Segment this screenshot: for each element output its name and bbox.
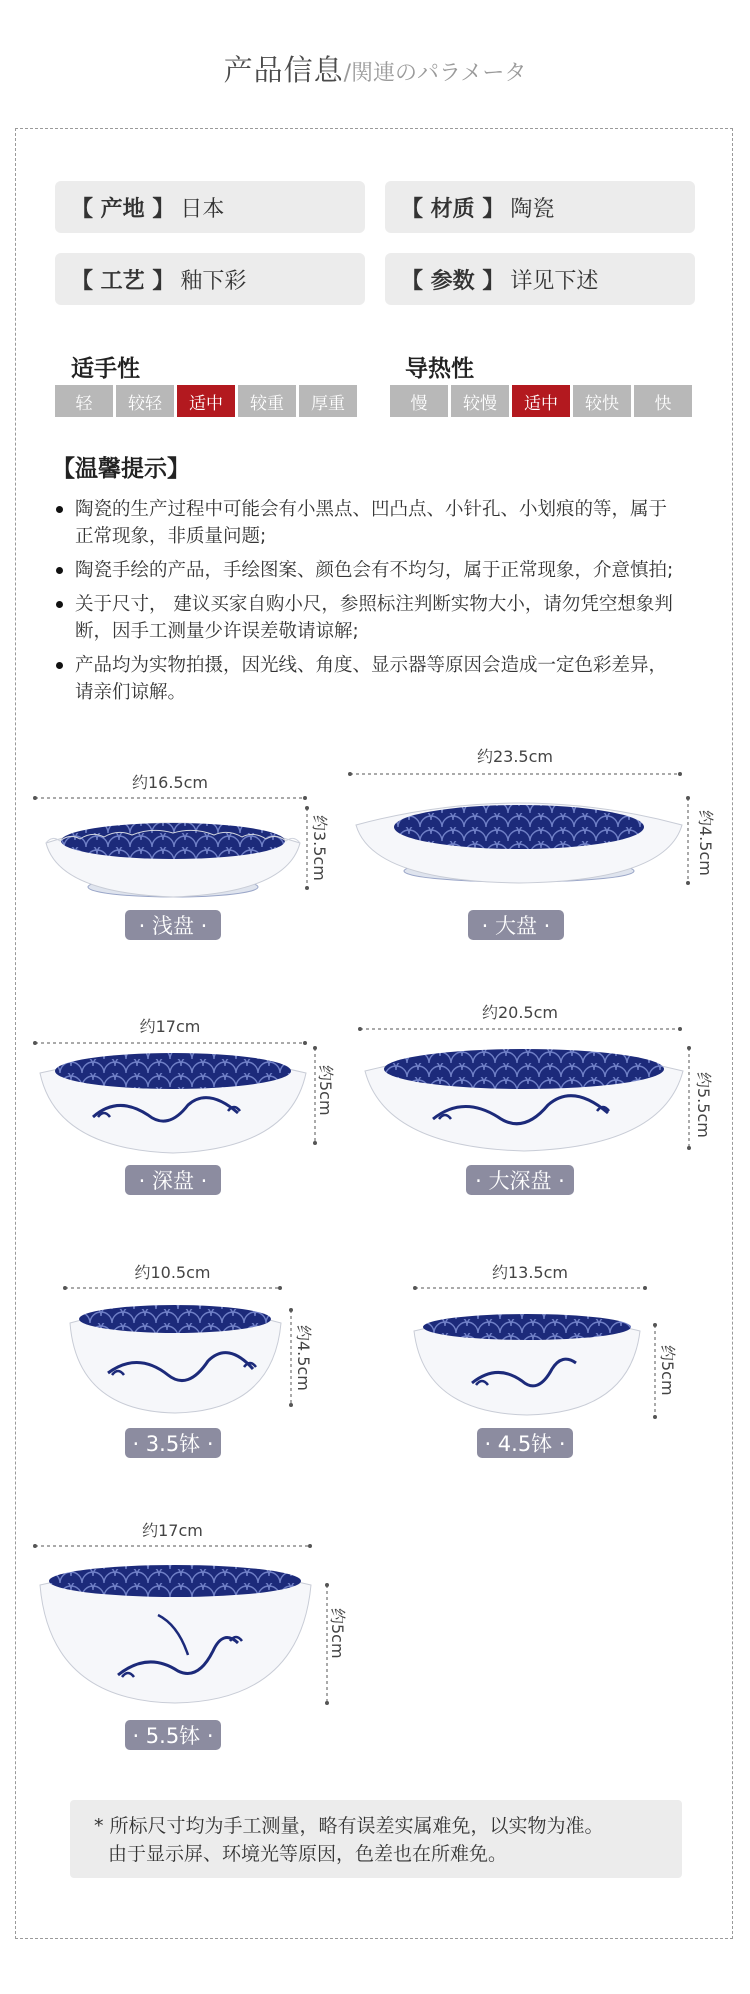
dish-image-deep-plate xyxy=(38,1045,308,1155)
product-name-badge: · 深盘 · xyxy=(125,1165,221,1195)
list-item xyxy=(55,652,685,706)
info-key: 【 工艺 】 xyxy=(71,268,175,294)
info-key: 【 产地 】 xyxy=(71,196,175,222)
dish-image-large-deep-plate xyxy=(363,1035,685,1153)
width-dimension-line xyxy=(35,1541,310,1551)
width-label: 约17cm xyxy=(139,1017,201,1036)
page-title xyxy=(0,48,750,89)
info-craft xyxy=(55,253,365,305)
height-dimension-line xyxy=(683,798,693,883)
height-label: 约4.5cm xyxy=(294,1325,313,1391)
info-value: 日本 xyxy=(180,196,225,222)
product-name-badge: · 浅盘 · xyxy=(125,910,221,940)
product-name-badge: · 5.5钵 · xyxy=(125,1720,221,1750)
dish-image-shallow-plate xyxy=(42,805,304,905)
tips-list xyxy=(55,496,685,713)
list-item xyxy=(55,557,685,584)
scale-cell-active: 适中 xyxy=(177,385,235,417)
bullet-icon xyxy=(56,662,63,669)
width-dimension-line xyxy=(360,1024,680,1034)
bowl-image-3-5 xyxy=(68,1295,283,1415)
scale-cell: 轻 xyxy=(55,385,113,417)
tip-text: 产品均为实物拍摄，因光线、角度、显示器等原因会造成一定色彩差异，请亲们谅解。 xyxy=(75,655,668,703)
height-label: 约3.5cm xyxy=(310,815,329,881)
height-label: 约5cm xyxy=(328,1608,347,1659)
dish-image-large-plate xyxy=(354,785,684,893)
info-params xyxy=(385,253,695,305)
tip-text: 关于尺寸， 建议买家自购小尺，参照标注判断实物大小，请勿凭空想象判断，因手工测量少许误差敬请谅解; xyxy=(75,594,673,642)
scale-cell: 较重 xyxy=(238,385,296,417)
width-label: 约20.5cm xyxy=(481,1003,558,1022)
scale-cell: 快 xyxy=(634,385,692,417)
bullet-icon xyxy=(56,567,63,574)
scale-title-heat: 导热性 xyxy=(405,356,474,382)
width-dimension-line xyxy=(35,793,305,803)
info-key: 【 参数 】 xyxy=(401,268,505,294)
width-label: 约16.5cm xyxy=(131,773,208,792)
scale-cell: 厚重 xyxy=(299,385,357,417)
info-key: 【 材质 】 xyxy=(401,196,505,222)
scale-heat xyxy=(390,385,692,417)
scale-cell: 较慢 xyxy=(451,385,509,417)
product-name-badge: · 4.5钵 · xyxy=(477,1428,573,1458)
bullet-icon xyxy=(56,601,63,608)
width-label: 约23.5cm xyxy=(476,747,553,766)
info-value: 详见下述 xyxy=(510,268,599,294)
tip-text: 陶瓷手绘的产品，手绘图案、颜色会有不均匀，属于正常现象，介意慎拍; xyxy=(75,560,674,581)
title-subtitle: /関連のパラメータ xyxy=(343,61,527,86)
measurement-note xyxy=(70,1800,682,1878)
scale-cell: 较轻 xyxy=(116,385,174,417)
height-label: 约4.5cm xyxy=(696,810,715,876)
product-name-badge: · 大深盘 · xyxy=(466,1165,574,1195)
scale-title-handfeel: 适手性 xyxy=(71,356,140,382)
width-dimension-line xyxy=(65,1283,280,1293)
tips-title: 【温馨提示】 xyxy=(52,456,190,482)
bullet-icon xyxy=(56,506,63,513)
note-line-2: 由于显示屏、环境光等原因，色差也在所难免。 xyxy=(108,1843,508,1865)
product-name-badge: · 大盘 · xyxy=(468,910,564,940)
product-name-badge: · 3.5钵 · xyxy=(125,1428,221,1458)
bowl-image-4-5 xyxy=(412,1305,642,1417)
title-main: 产品信息 xyxy=(223,53,344,87)
bowl-image-5-5 xyxy=(38,1555,313,1705)
scale-handfeel xyxy=(55,385,357,417)
height-label: 约5cm xyxy=(658,1345,677,1396)
height-label: 约5.5cm xyxy=(694,1072,713,1138)
width-dimension-line xyxy=(415,1283,645,1293)
list-item xyxy=(55,496,685,550)
height-label: 约5cm xyxy=(316,1065,335,1116)
list-item xyxy=(55,591,685,645)
tip-text: 陶瓷的生产过程中可能会有小黑点、凹凸点、小针孔、小划痕的等，属于正常现象，非质量问题; xyxy=(75,499,668,547)
info-value: 釉下彩 xyxy=(180,268,247,294)
width-label: 约17cm xyxy=(142,1521,203,1540)
info-origin xyxy=(55,181,365,233)
scale-cell: 慢 xyxy=(390,385,448,417)
width-dimension-line xyxy=(350,769,680,779)
width-label: 约10.5cm xyxy=(134,1263,211,1282)
info-value: 陶瓷 xyxy=(510,196,555,222)
scale-cell-active: 适中 xyxy=(512,385,570,417)
note-line-1: * 所标尺寸均为手工测量，略有误差实属难免，以实物为准。 xyxy=(94,1815,604,1837)
width-label: 约13.5cm xyxy=(491,1263,568,1282)
scale-cell: 较快 xyxy=(573,385,631,417)
info-material xyxy=(385,181,695,233)
